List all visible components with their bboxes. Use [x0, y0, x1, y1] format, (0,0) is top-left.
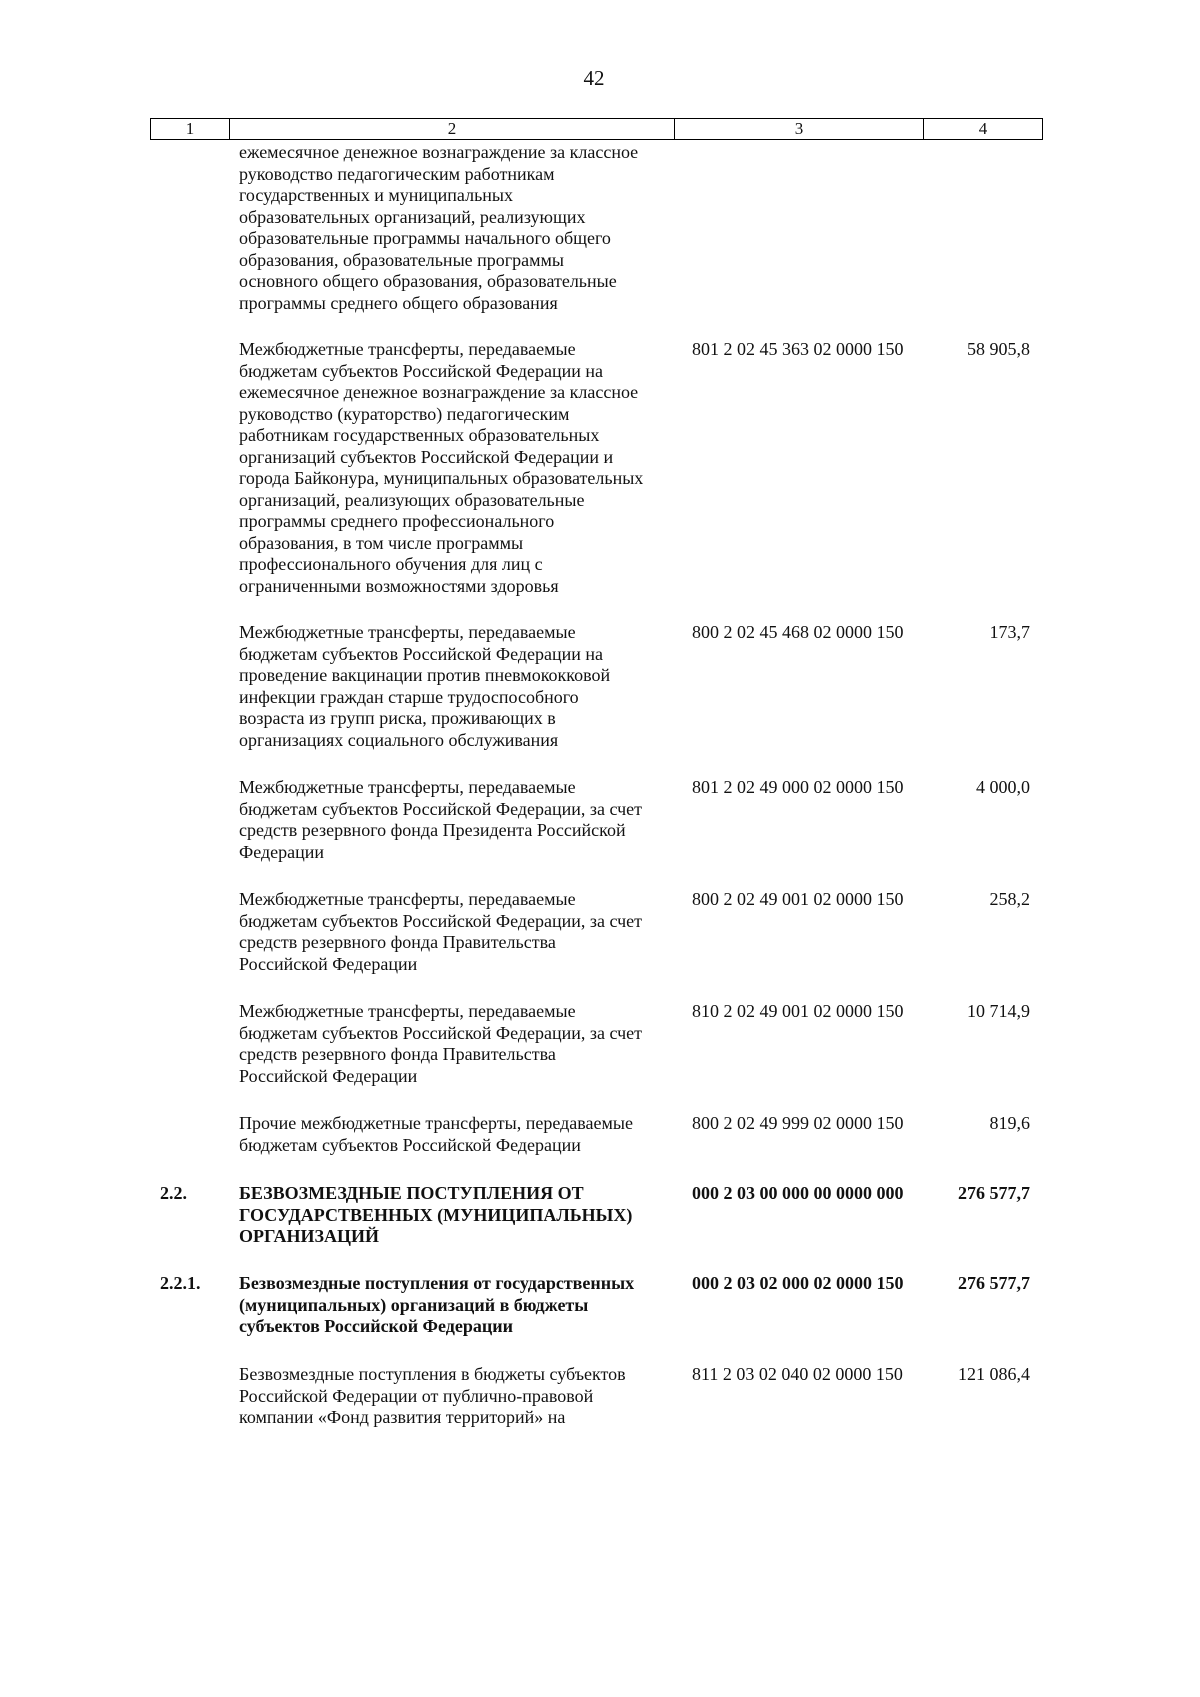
row-code: 811 2 03 02 040 02 0000 150 — [692, 1364, 903, 1384]
row-code: 800 2 02 49 001 02 0000 150 — [692, 889, 904, 909]
row-description: Межбюджетные трансферты, передаваемые бюджетам субъектов Российской Федерации, за счет средств резервного фонда Правительства Российской Федерации — [239, 1001, 643, 1086]
header-col-4: 4 — [978, 119, 988, 138]
row-number: 2.2.1. — [160, 1273, 201, 1293]
row-description: Прочие межбюджетные трансферты, передаваемые бюджетам субъектов Российской Федерации — [239, 1113, 633, 1155]
row-description: Межбюджетные трансферты, передаваемые бюджетам субъектов Российской Федерации, за счет средств резервного фонда Правительства Российской Федерации — [239, 889, 643, 974]
table-header — [150, 118, 1043, 140]
row-description: Межбюджетные трансферты, передаваемые бюджетам субъектов Российской Федерации на ежемесячное денежное вознаграждение за классное руководство (кураторство) педагогическим работникам государственных образовательных организаций субъектов Российской Федерации и города Байконура, муниципальных образовательных организаций, реализующих образовательные программы среднего профессионального образования, в том числе программы профессионального обучения для лиц с ограниченными возможностями здоровья — [239, 339, 644, 596]
row-amount: 276 577,7 — [958, 1183, 1030, 1203]
row-amount: 58 905,8 — [967, 339, 1030, 359]
row-code: 800 2 02 49 999 02 0000 150 — [692, 1113, 904, 1133]
row-description: Межбюджетные трансферты, передаваемые бюджетам субъектов Российской Федерации на проведение вакцинации против пневмококковой инфекции граждан старше трудоспособного возраста из групп риска, проживающих в организациях социального обслуживания — [239, 622, 611, 750]
row-description: Безвозмездные поступления от государственных (муниципальных) организаций в бюджеты субъектов Российской Федерации — [239, 1273, 635, 1336]
row-code: 810 2 02 49 001 02 0000 150 — [692, 1001, 904, 1021]
row-code: 000 2 03 00 000 00 0000 000 — [692, 1183, 904, 1203]
row-number: 2.2. — [160, 1183, 187, 1203]
row-amount: 276 577,7 — [958, 1273, 1030, 1293]
page-number: 42 — [583, 66, 605, 90]
row-description: Безвозмездные поступления в бюджеты субъектов Российской Федерации от публично-правовой компании «Фонд развития территорий» на — [239, 1364, 626, 1427]
row-amount: 4 000,0 — [976, 777, 1030, 797]
row-description: ежемесячное денежное вознаграждение за классное руководство педагогическим работникам государственных и муниципальных образовательных организаций, реализующих образовательные программы начального общего образования, образовательные программы основного общего образования, образовательные программы среднего общего образования — [239, 142, 639, 313]
header-col-2: 2 — [230, 119, 675, 139]
row-description: БЕЗВОЗМЕЗДНЫЕ ПОСТУПЛЕНИЯ ОТ ГОСУДАРСТВЕННЫХ (МУНИЦИПАЛЬНЫХ) ОРГАНИЗАЦИЙ — [239, 1183, 633, 1246]
header-col-1: 1 — [151, 119, 230, 139]
row-description: Межбюджетные трансферты, передаваемые бюджетам субъектов Российской Федерации, за счет средств резервного фонда Президента Российской Федерации — [239, 777, 643, 862]
row-code: 801 2 02 45 363 02 0000 150 — [692, 339, 904, 359]
row-code: 800 2 02 45 468 02 0000 150 — [692, 622, 904, 642]
header-col-3: 3 — [675, 119, 924, 139]
row-amount: 819,6 — [989, 1113, 1030, 1133]
row-code: 801 2 02 49 000 02 0000 150 — [692, 777, 904, 797]
row-amount: 258,2 — [989, 889, 1030, 909]
row-amount: 10 714,9 — [967, 1001, 1030, 1021]
row-amount: 173,7 — [989, 622, 1030, 642]
row-code: 000 2 03 02 000 02 0000 150 — [692, 1273, 904, 1293]
row-amount: 121 086,4 — [958, 1364, 1030, 1384]
